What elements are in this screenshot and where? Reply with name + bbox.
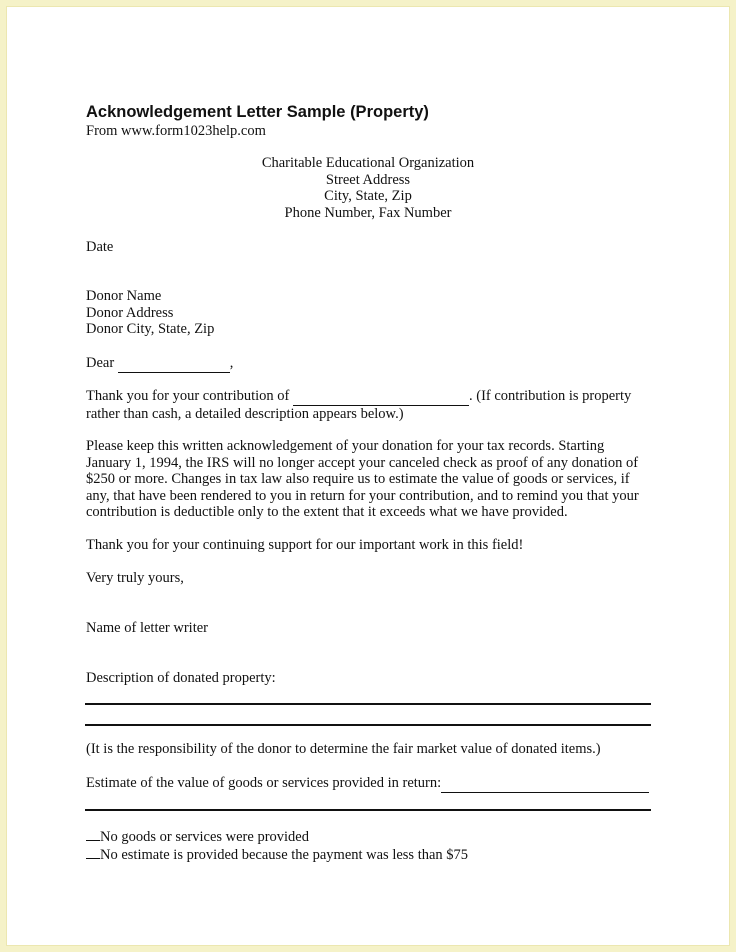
options-list — [86, 828, 646, 863]
salutation-blank — [118, 355, 230, 373]
thanks-suffix: . (If contribution is property — [469, 388, 632, 404]
date-label: Date — [86, 239, 114, 255]
thanks-prefix: Thank you for your contribution of — [86, 388, 290, 404]
records-line: January 1, 1994, the IRS will no longer accept your canceled check as proof of any donation of — [86, 454, 639, 471]
records-paragraph — [86, 438, 646, 521]
responsibility-note: (It is the responsibility of the donor to determine the fair market value of donated items.) — [86, 741, 601, 757]
records-line: contribution is deductible only to the extent that it exceeds what we have provided. — [86, 504, 568, 520]
option-label: No goods or services were provided — [100, 829, 309, 845]
estimate-blank — [441, 775, 649, 793]
org-name: Charitable Educational Organization — [261, 155, 475, 171]
org-city: City, State, Zip — [324, 188, 412, 204]
description-rule-1 — [85, 703, 651, 705]
donor-city: Donor City, State, Zip — [86, 321, 215, 337]
closing: Very truly yours, — [86, 570, 184, 586]
letter-title: Acknowledgement Letter Sample (Property) — [86, 103, 429, 121]
source-line: From www.form1023help.com — [86, 123, 266, 139]
option-blank — [86, 846, 100, 859]
estimate-rule — [85, 809, 651, 811]
estimate-label: Estimate of the value of goods or services provided in return: — [86, 775, 442, 791]
org-street: Street Address — [325, 171, 411, 188]
option-label: No estimate is provided because the payment was less than $75 — [100, 846, 469, 863]
donor-block — [86, 288, 646, 338]
donor-name: Donor Name — [86, 288, 162, 304]
contribution-blank — [293, 388, 469, 406]
records-line: any, that have been rendered to you in return for your contribution, and to remind you that your — [86, 487, 639, 504]
description-label: Description of donated property: — [86, 670, 276, 686]
support-thanks: Thank you for your continuing support for our important work in this field! — [86, 537, 524, 553]
writer-name: Name of letter writer — [86, 620, 208, 636]
salutation — [86, 355, 646, 373]
salutation-suffix: , — [229, 355, 234, 371]
salutation-prefix: Dear — [86, 355, 115, 371]
records-line: $250 or more. Changes in tax law also require us to estimate the value of goods or services, if — [86, 471, 630, 487]
thanks-paragraph — [86, 388, 646, 422]
option-blank — [86, 828, 100, 841]
donor-address: Donor Address — [86, 304, 174, 321]
org-phone: Phone Number, Fax Number — [284, 204, 452, 221]
option-item — [86, 828, 646, 846]
records-line: Please keep this written acknowledgement of your donation for your tax records. Starting — [86, 438, 605, 454]
description-rule-2 — [85, 724, 651, 726]
letter-page — [7, 7, 729, 945]
thanks-line-2: rather than cash, a detailed description appears below.) — [86, 405, 404, 422]
organization-header — [86, 155, 650, 221]
estimate-row — [86, 775, 646, 793]
option-item — [86, 846, 646, 864]
